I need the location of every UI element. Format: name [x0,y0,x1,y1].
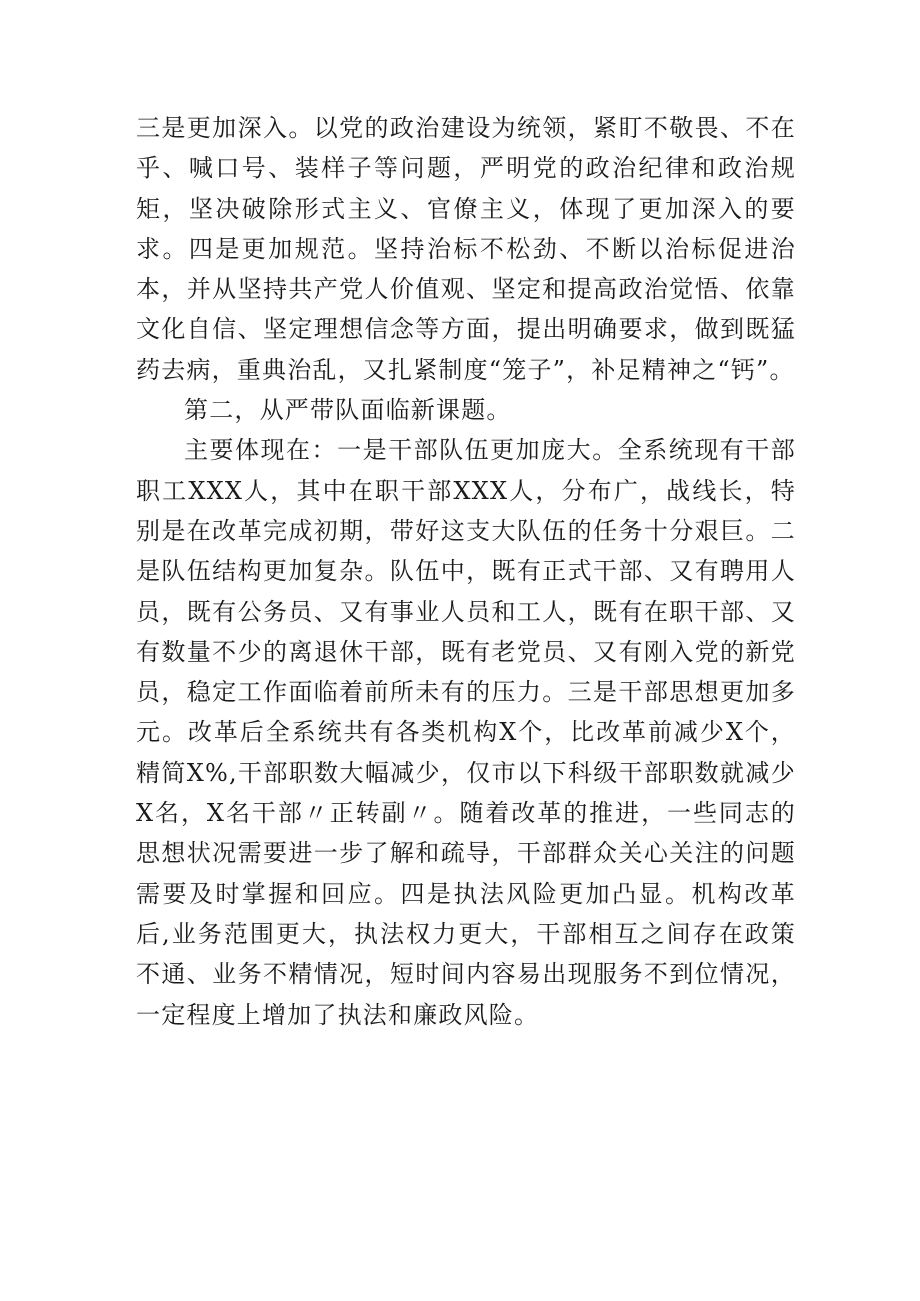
paragraph-continuation: 三是更加深入。以党的政治建设为统领，紧盯不敬畏、不在乎、喊口号、装样子等问题，严明党的政治纪律和政治规矩，坚决破除形式主义、官僚主义，体现了更加深入的要求。四是更加规范。坚持治标不松劲、不断以治标促进治本，并从坚持共产党人价值观、坚定和提高政治觉悟、依靠文化自信、坚定理想信念等方面，提出明确要求，做到既猛药去病，重典治乱，又扎紧制度“笼子”，补足精神之“钙”。 [136,114,796,384]
paragraph-section-heading: 第二，从严带队面临新课题。 [184,396,512,425]
paragraph-main-points: 主要体现在：一是干部队伍更加庞大。全系统现有干部职工XXX人，其中在职干部XXX人，分布广，战线长，特别是在改革完成初期，带好这支大队伍的任务十分艰巨。二是队伍结构更加复杂。队伍中，既有正式干部、又有聘用人员，既有公务员、又有事业人员和工人，既有在职干部、又有数量不少的离退休干部，既有老党员、又有刚入党的新党员，稳定工作面临着前所未有的压力。三是干部思想更加多元。改革后全系统共有各类机构X个，比改革前减少X个，精简X%,干部职数大幅减少，仅市以下科级干部职数就减少X名，X名干部〃正转副〃。随着改革的推进，一些同志的思想状况需要进一步了解和疏导，干部群众关心关注的问题需要及时掌握和回应。四是执法风险更加凸显。机构改革后,业务范围更大，执法权力更大，干部相互之间存在政策不通、业务不精情况，短时间内容易出现服务不到位情况，一定程度上增加了执法和廉政风险。 [136,436,796,1029]
document-body [136,108,796,1035]
